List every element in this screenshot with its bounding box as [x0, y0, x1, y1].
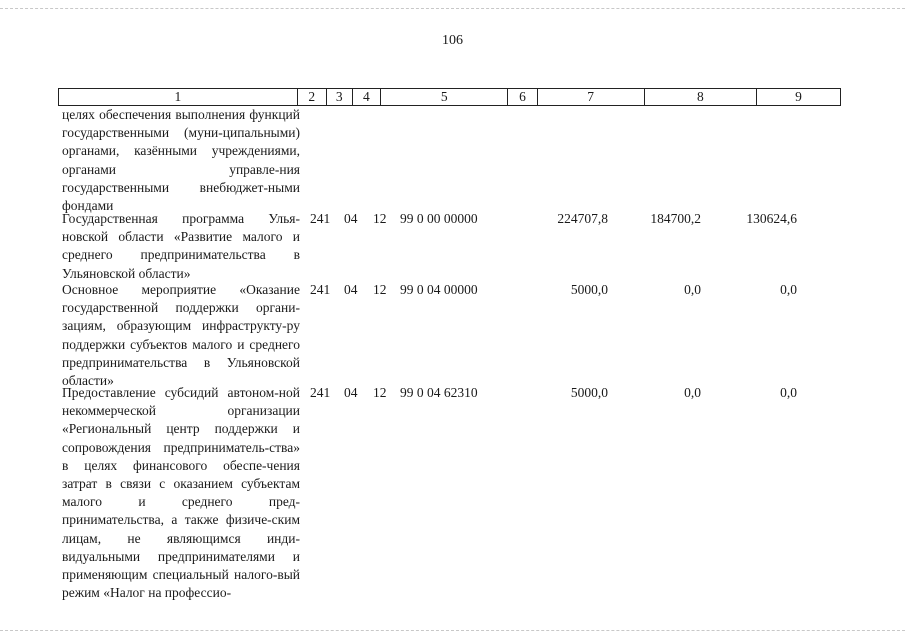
row-description: Основное мероприятие «Оказание государственной поддержки органи-зациям, образующим инфраструкту-ру поддержки субъектов малого и среднего предпринимательства в Ульяновской области» — [62, 282, 300, 389]
row-description: целях обеспечения выполнения функций государственными (муни-ципальными) органами, казёнными учреждениями, органами управле-ния государственными внебюджет-ными фондами — [62, 107, 300, 214]
header-col-9: 9 — [795, 89, 802, 104]
cell-rz: 04 — [344, 211, 358, 226]
cell-amount-col7: 5000,0 — [570, 282, 608, 297]
cell-amount-col9: 130624,6 — [746, 211, 797, 226]
cell-kvr: 241 — [310, 385, 331, 400]
cell-pr: 12 — [373, 385, 387, 400]
header-col-6: 6 — [508, 89, 537, 105]
scan-edge-bottom — [0, 630, 905, 632]
cell-amount-col8: 0,0 — [684, 282, 701, 297]
header-col-7: 7 — [538, 89, 645, 105]
cell-rz: 04 — [344, 282, 358, 297]
cell-amount-col8: 184700,2 — [650, 211, 701, 226]
header-col-2: 2 — [298, 89, 327, 105]
cell-amount-col7: 224707,8 — [557, 211, 608, 226]
header-col-1: 1 — [59, 89, 298, 105]
cell-pr: 12 — [373, 282, 387, 297]
scan-edge-top — [0, 8, 905, 10]
header-col-8: 8 — [645, 89, 757, 105]
header-col-5: 5 — [381, 89, 509, 105]
cell-amount-col8: 0,0 — [684, 385, 701, 400]
cell-csr: 99 0 04 62310 — [400, 385, 478, 400]
cell-rz: 04 — [344, 385, 358, 400]
cell-pr: 12 — [373, 211, 387, 226]
cell-kvr: 241 — [310, 211, 331, 226]
table-header-row — [58, 88, 841, 106]
header-col-3: 3 — [327, 89, 353, 105]
cell-csr: 99 0 00 00000 — [400, 211, 478, 226]
cell-amount-col7: 5000,0 — [570, 385, 608, 400]
cell-amount-col9: 0,0 — [780, 385, 797, 400]
row-description: Государственная программа Улья-новской области «Развитие малого и среднего предпринимательства в Ульяновской области» — [62, 211, 300, 281]
header-col-4: 4 — [353, 89, 381, 105]
row-description: Предоставление субсидий автоном-ной некоммерческой организации «Региональный центр поддержки и сопровождения предприниматель-ства» в целях финансового обеспе-чения затрат в связи с оказанием субъектам малого и среднего пред-принимательства, а также физиче-ским лицам, не являющимся инди-видуальными предпринимателями и применяющим специальный налого-вый режим «Налог на профессио- — [62, 385, 300, 601]
cell-csr: 99 0 04 00000 — [400, 282, 478, 297]
page-number: 106 — [442, 33, 463, 48]
cell-amount-col9: 0,0 — [780, 282, 797, 297]
cell-kvr: 241 — [310, 282, 331, 297]
